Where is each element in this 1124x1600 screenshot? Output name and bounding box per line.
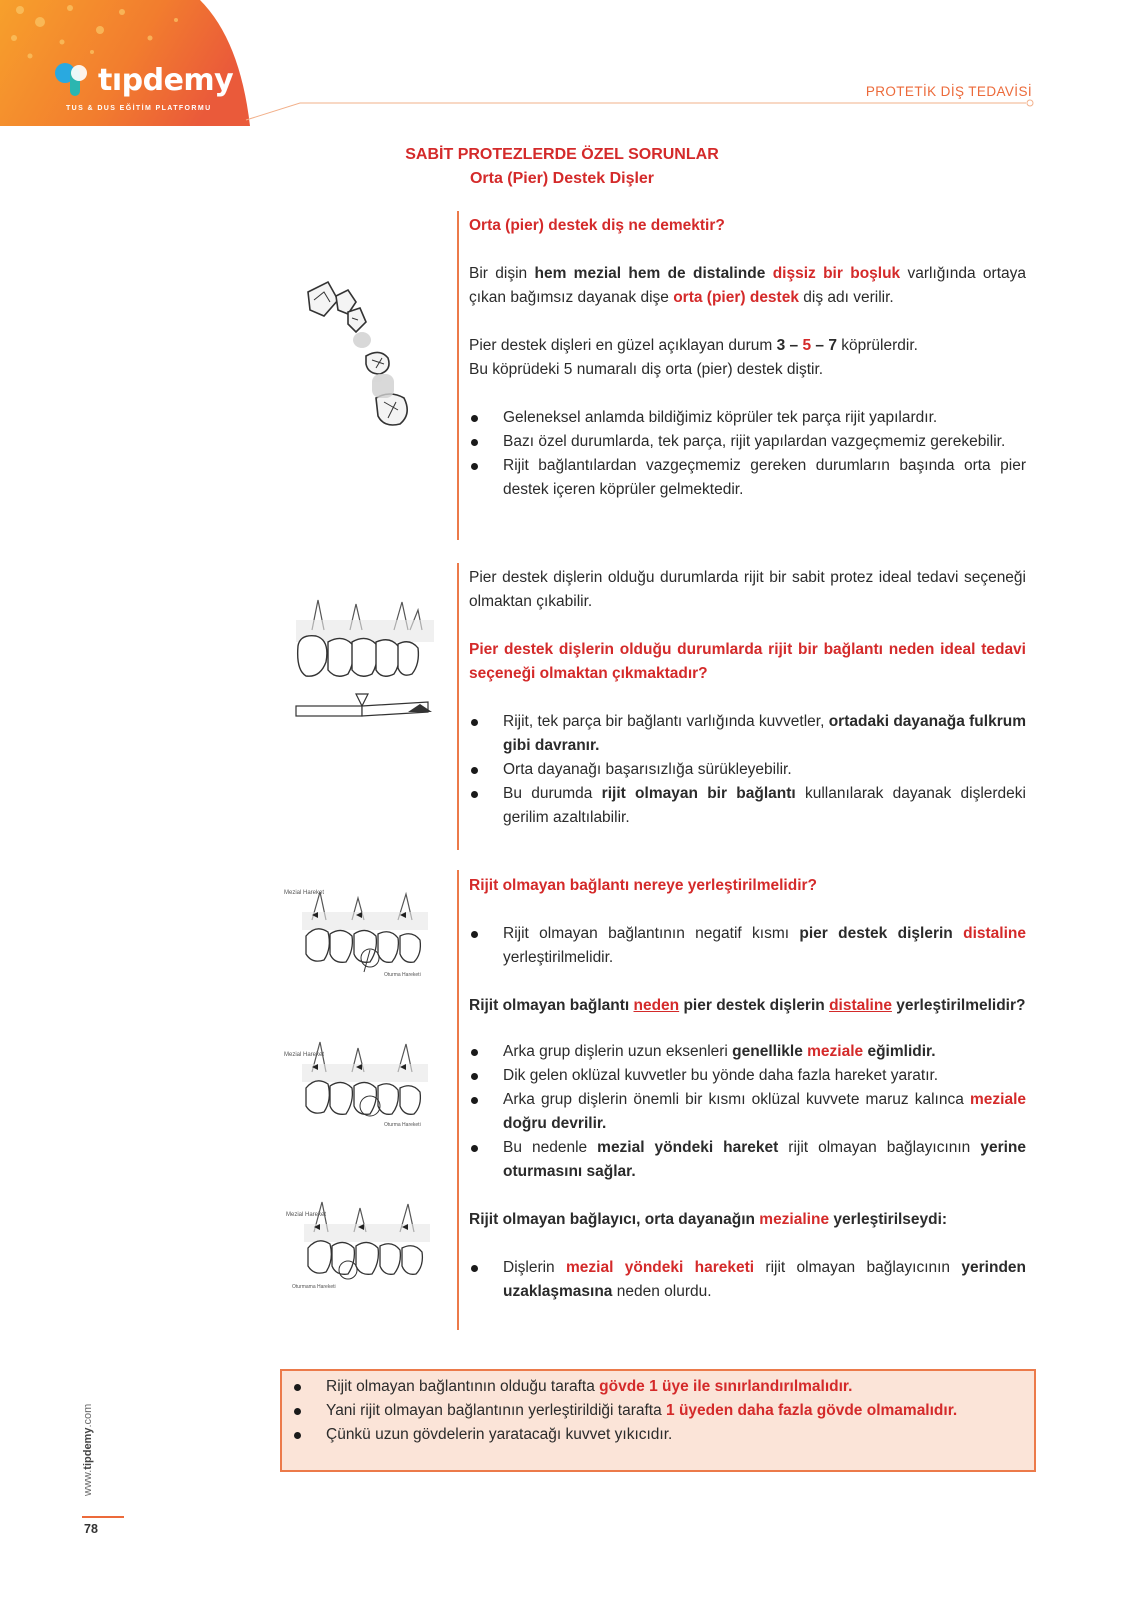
- section-divider-line: [457, 211, 459, 540]
- mezial-movement-figure-1: [282, 884, 432, 984]
- non-seating-movement-figure: [284, 1196, 434, 1296]
- figure-label: Oturma Hareketi: [384, 1122, 421, 1128]
- section-pier-rigid: [469, 566, 1026, 830]
- question-heading: Orta (pier) destek diş ne demektir?: [469, 217, 725, 234]
- header-divider: [0, 0, 1124, 130]
- list-item: Rijit bağlantılardan vazgeçmemiz gereken durumların başında orta pier destek içeren köprüler gelmektedir.: [469, 454, 1026, 502]
- list-item: Arka grup dişlerin önemli bir kısmı oklüzal kuvvete maruz kalınca meziale doğru devrilir.: [469, 1088, 1026, 1136]
- figure-label: Oturmama Hareketi: [292, 1284, 336, 1290]
- list-item: Rijit olmayan bağlantının olduğu tarafta gövde 1 üye ile sınırlandırılmalıdır.: [292, 1375, 1022, 1399]
- figure-label: Mezial Hareket: [284, 890, 325, 896]
- list-item: Çünkü uzun gövdelerin yaratacağı kuvvet yıkıcıdır.: [292, 1423, 1022, 1447]
- list-item: Dişlerin mezial yöndeki hareketi rijit olmayan bağlayıcının yerinden uzaklaşmasına neden olurdu.: [469, 1256, 1026, 1304]
- page-title: SABİT PROTEZLERDE ÖZEL SORUNLAR: [405, 146, 719, 163]
- question-heading: Pier destek dişlerin olduğu durumlarda rijit bir bağlantı neden ideal tedavi seçeneği olmaktan çıkmaktadır?: [469, 641, 1026, 682]
- figure-label: Mezial Hareket: [286, 1212, 327, 1218]
- section-divider-line: [457, 870, 459, 1330]
- question-heading: Rijit olmayan bağlayıcı, orta dayanağın mezialine yerleştirilseydi:: [469, 1211, 948, 1228]
- list-item: Rijit, tek parça bir bağlantı varlığında kuvvetler, ortadaki dayanağa fulkrum gibi davranır.: [469, 710, 1026, 758]
- section-pier-definition: [469, 214, 1026, 502]
- paragraph: Pier destek dişlerin olduğu durumlarda rijit bir sabit protez ideal tedavi seçeneği olmaktan çıkabilir.: [469, 569, 1026, 610]
- list-item: Bu durumda rijit olmayan bir bağlantı kullanılarak dayanak dişlerdeki gerilim azaltılabilir.: [469, 782, 1026, 830]
- section-header: PROTETİK DİŞ TEDAVİSİ: [865, 84, 1032, 99]
- bullet-list: [469, 1040, 1026, 1184]
- list-item: Bu nedenle mezial yöndeki hareket rijit olmayan bağlayıcının yerine oturmasını sağlar.: [469, 1136, 1026, 1184]
- summary-box: [280, 1369, 1036, 1472]
- list-item: Rijit olmayan bağlantının negatif kısmı pier destek dişlerin distaline yerleştirilmelidir.: [469, 922, 1026, 970]
- question-heading: Rijit olmayan bağlantı nereye yerleştirilmelidir?: [469, 877, 818, 894]
- page-number: 78: [84, 1522, 98, 1536]
- website-url: www.tipdemy.com: [82, 1403, 94, 1496]
- bullet-list: [469, 710, 1026, 830]
- list-item: Orta dayanağı başarısızlığa sürükleyebilir.: [469, 758, 1026, 782]
- page-number-rule: [82, 1516, 124, 1518]
- brand-name: tıpdemy: [98, 62, 234, 98]
- paragraph: Bu köprüdeki 5 numaralı diş orta (pier) destek diştir.: [469, 361, 824, 378]
- bullet-list: [469, 922, 1026, 970]
- brand-tagline: TUS & DUS EĞİTİM PLATFORMU: [66, 105, 212, 112]
- list-item: Geleneksel anlamda bildiğimiz köprüler tek parça rijit yapılardır.: [469, 406, 1026, 430]
- bullet-list: [292, 1375, 1022, 1447]
- dental-arch-figure: [300, 278, 430, 438]
- figure-label: Mezial Hareket: [284, 1052, 325, 1058]
- bullet-list: [469, 406, 1026, 502]
- question-heading: Rijit olmayan bağlantı neden pier destek dişlerin distaline yerleştirilmelidir?: [469, 997, 1026, 1014]
- paragraph: Pier destek dişleri en güzel açıklayan durum 3 – 5 – 7 köprülerdir.: [469, 337, 918, 354]
- list-item: Arka grup dişlerin uzun eksenleri genellikle meziale eğimlidir.: [469, 1040, 1026, 1064]
- section-divider-line: [457, 563, 459, 850]
- paragraph: Bir dişin hem mezial hem de distalinde dişsiz bir boşluk varlığında ortaya çıkan bağımsız dayanak dişe orta (pier) destek diş adı verilir.: [469, 265, 1026, 306]
- section-nonrigid-placement: [469, 874, 1026, 1304]
- figure-label: Oturma Hareketi: [384, 972, 421, 978]
- list-item: Dik gelen oklüzal kuvvetler bu yönde daha fazla hareket yaratır.: [469, 1064, 1026, 1088]
- page-subtitle: Orta (Pier) Destek Dişler: [469, 170, 655, 187]
- bullet-list: [469, 1256, 1026, 1304]
- mezial-movement-figure-2: [282, 1036, 432, 1136]
- fulcrum-bridge-figure: [290, 590, 440, 730]
- list-item: Yani rijit olmayan bağlantının yerleştirildiği tarafta 1 üyeden daha fazla gövde olmamalıdır.: [292, 1399, 1022, 1423]
- list-item: Bazı özel durumlarda, tek parça, rijit yapılardan vazgeçmemiz gerekebilir.: [469, 430, 1026, 454]
